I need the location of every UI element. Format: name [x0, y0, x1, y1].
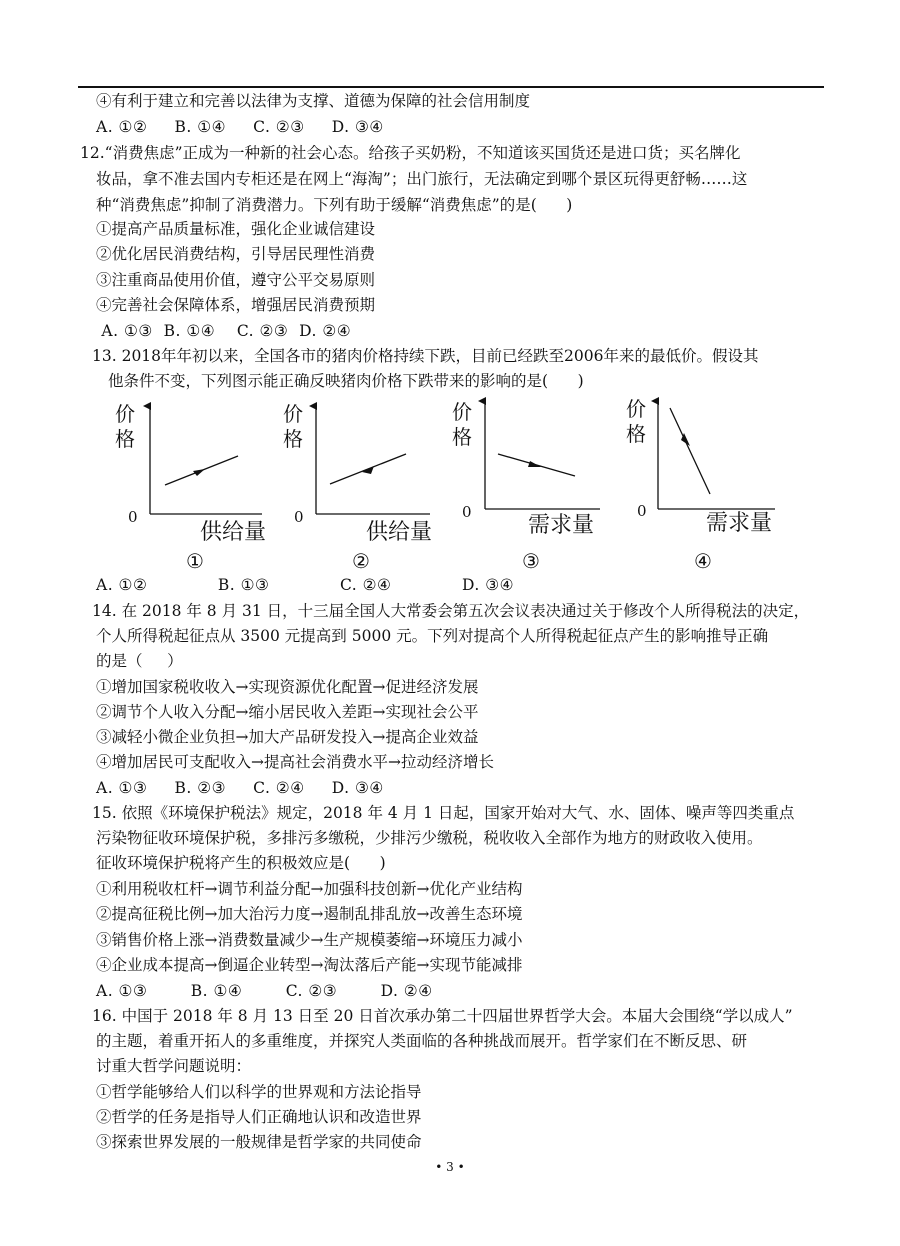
graph-y-label: 格 — [283, 427, 303, 451]
option-line: ②优化居民消费结构，引导居民理性消费 — [96, 245, 376, 263]
answer-choices: A. ①③ B. ①④ C. ②③ D. ②④ — [96, 322, 352, 340]
answer-choices: A. ①② B. ①④ C. ②③ D. ③④ — [96, 118, 384, 136]
option-line: ④企业成本提高→倒逼企业转型→淘汰落后产能→实现节能减排 — [96, 956, 523, 974]
graph-number: ④ — [694, 549, 712, 573]
question-13-text: 他条件不变，下列图示能正确反映猪肉价格下跌带来的影响的是( ) — [108, 372, 584, 390]
graph-number: ① — [186, 549, 204, 573]
option-line: ③销售价格上涨→消费数量减少→生产规模萎缩→环境压力减小 — [96, 931, 523, 949]
graph-y-label: 价 — [452, 400, 472, 424]
graph-origin: 0 — [637, 502, 647, 520]
option-line: ①提高产品质量标准，强化企业诚信建设 — [96, 220, 376, 238]
question-16-text: 16. 中国于 2018 年 8 月 13 日至 20 日首次承办第二十四届世界哲学大会。本届大会围绕“学以成人” — [92, 1007, 793, 1025]
graph-y-label: 价 — [115, 402, 135, 426]
graph-x-label: 需求量 — [528, 513, 595, 538]
question-14-text: 个人所得税起征点从 3500 元提高到 5000 元。下列对提高个人所得税起征点产生的影响推导正确 — [96, 627, 769, 645]
option-line: ②哲学的任务是指导人们正确地认识和改造世界 — [96, 1108, 422, 1126]
page-number: • 3 • — [435, 1160, 465, 1174]
graph-number: ② — [352, 549, 370, 573]
graph-y-label: 价 — [283, 402, 303, 426]
question-15-text: 污染物征收环境保护税，多排污多缴税，少排污少缴税，税收收入全部作为地方的财政收入使用。 — [96, 829, 763, 847]
question-14-text: 14. 在 2018 年 8 月 31 日，十三届全国人大常委会第五次会议表决通过关于修改个人所得税法的决定， — [92, 602, 810, 620]
option-line: ③探索世界发展的一般规律是哲学家的共同使命 — [96, 1133, 422, 1151]
question-12-text: 种“消费焦虑”抑制了消费潜力。下列有助于缓解“消费焦虑”的是( ) — [96, 196, 573, 214]
graph-origin: 0 — [294, 508, 304, 526]
graph-curve — [670, 408, 710, 494]
graph-y-label: 格 — [626, 422, 646, 446]
option-line: ①增加国家税收收入→实现资源优化配置→促进经济发展 — [96, 678, 479, 696]
graph-4 — [626, 397, 775, 573]
graph-number: ③ — [522, 549, 540, 573]
option-line: ①哲学能够给人们以科学的世界观和方法论指导 — [96, 1083, 422, 1101]
graph-origin: 0 — [128, 508, 138, 526]
graph-x-label: 需求量 — [706, 511, 773, 536]
graph-origin: 0 — [462, 503, 472, 521]
graph-1 — [115, 402, 266, 573]
question-14-text: 的是（ ） — [96, 652, 183, 670]
graph-3 — [452, 400, 600, 573]
answer-choices: A. ①③ B. ②③ C. ②④ D. ③④ — [96, 779, 384, 797]
option-line: ②提高征税比例→加大治污力度→遏制乱排乱放→改善生态环境 — [96, 905, 523, 923]
question-15-text: 15. 依照《环境保护税法》规定，2018 年 4 月 1 日起，国家开始对大气、水、固体、噪声等四类重点 — [92, 804, 795, 822]
graph-x-label: 供给量 — [366, 520, 433, 545]
header-rule — [78, 86, 824, 88]
option-line: ①利用税收杠杆→调节利益分配→加强科技创新→优化产业结构 — [96, 880, 523, 898]
question-12-text: 妆品，拿不准去国内专柜还是在网上“海淘”；出门旅行，无法确定到哪个景区玩得更舒畅……这 — [96, 170, 748, 188]
option-line: ④增加居民可支配收入→提高社会消费水平→拉动经济增长 — [96, 753, 494, 771]
graph-2 — [283, 402, 432, 573]
question-12-text: 12.“消费焦虑”正成为一种新的社会心态。给孩子买奶粉，不知道该买国货还是进口货；买名牌化 — [80, 144, 741, 162]
option-line: ③减轻小微企业负担→加大产品研发投入→提高企业效益 — [96, 728, 479, 746]
graphs-row — [0, 396, 900, 576]
graph-y-label: 格 — [452, 425, 472, 449]
question-13-text: 13. 2018年年初以来，全国各市的猪肉价格持续下跌，目前已经跌至2006年来的最低价。假设其 — [92, 347, 759, 365]
question-15-text: 征收环境保护税将产生的积极效应是( ) — [96, 854, 386, 872]
question-16-text: 讨重大哲学问题说明： — [96, 1057, 252, 1075]
answer-choices: A. ①② B. ①③ C. ②④ D. ③④ — [96, 576, 514, 594]
question-16-text: 的主题，着重开拓人的多重维度，并探究人类面临的各种挑战而展开。哲学家们在不断反思、研 — [96, 1032, 748, 1050]
option-line: ②调节个人收入分配→缩小居民收入差距→实现社会公平 — [96, 703, 479, 721]
option-line: ④有利于建立和完善以法律为支撑、道德为保障的社会信用制度 — [96, 92, 531, 110]
answer-choices: A. ①③ B. ①④ C. ②③ D. ②④ — [96, 982, 433, 1000]
option-line: ④完善社会保障体系，增强居民消费预期 — [96, 296, 376, 314]
graph-y-label: 格 — [115, 427, 135, 451]
option-line: ③注重商品使用价值，遵守公平交易原则 — [96, 271, 376, 289]
graph-y-label: 价 — [626, 397, 646, 421]
graph-x-label: 供给量 — [200, 520, 267, 545]
